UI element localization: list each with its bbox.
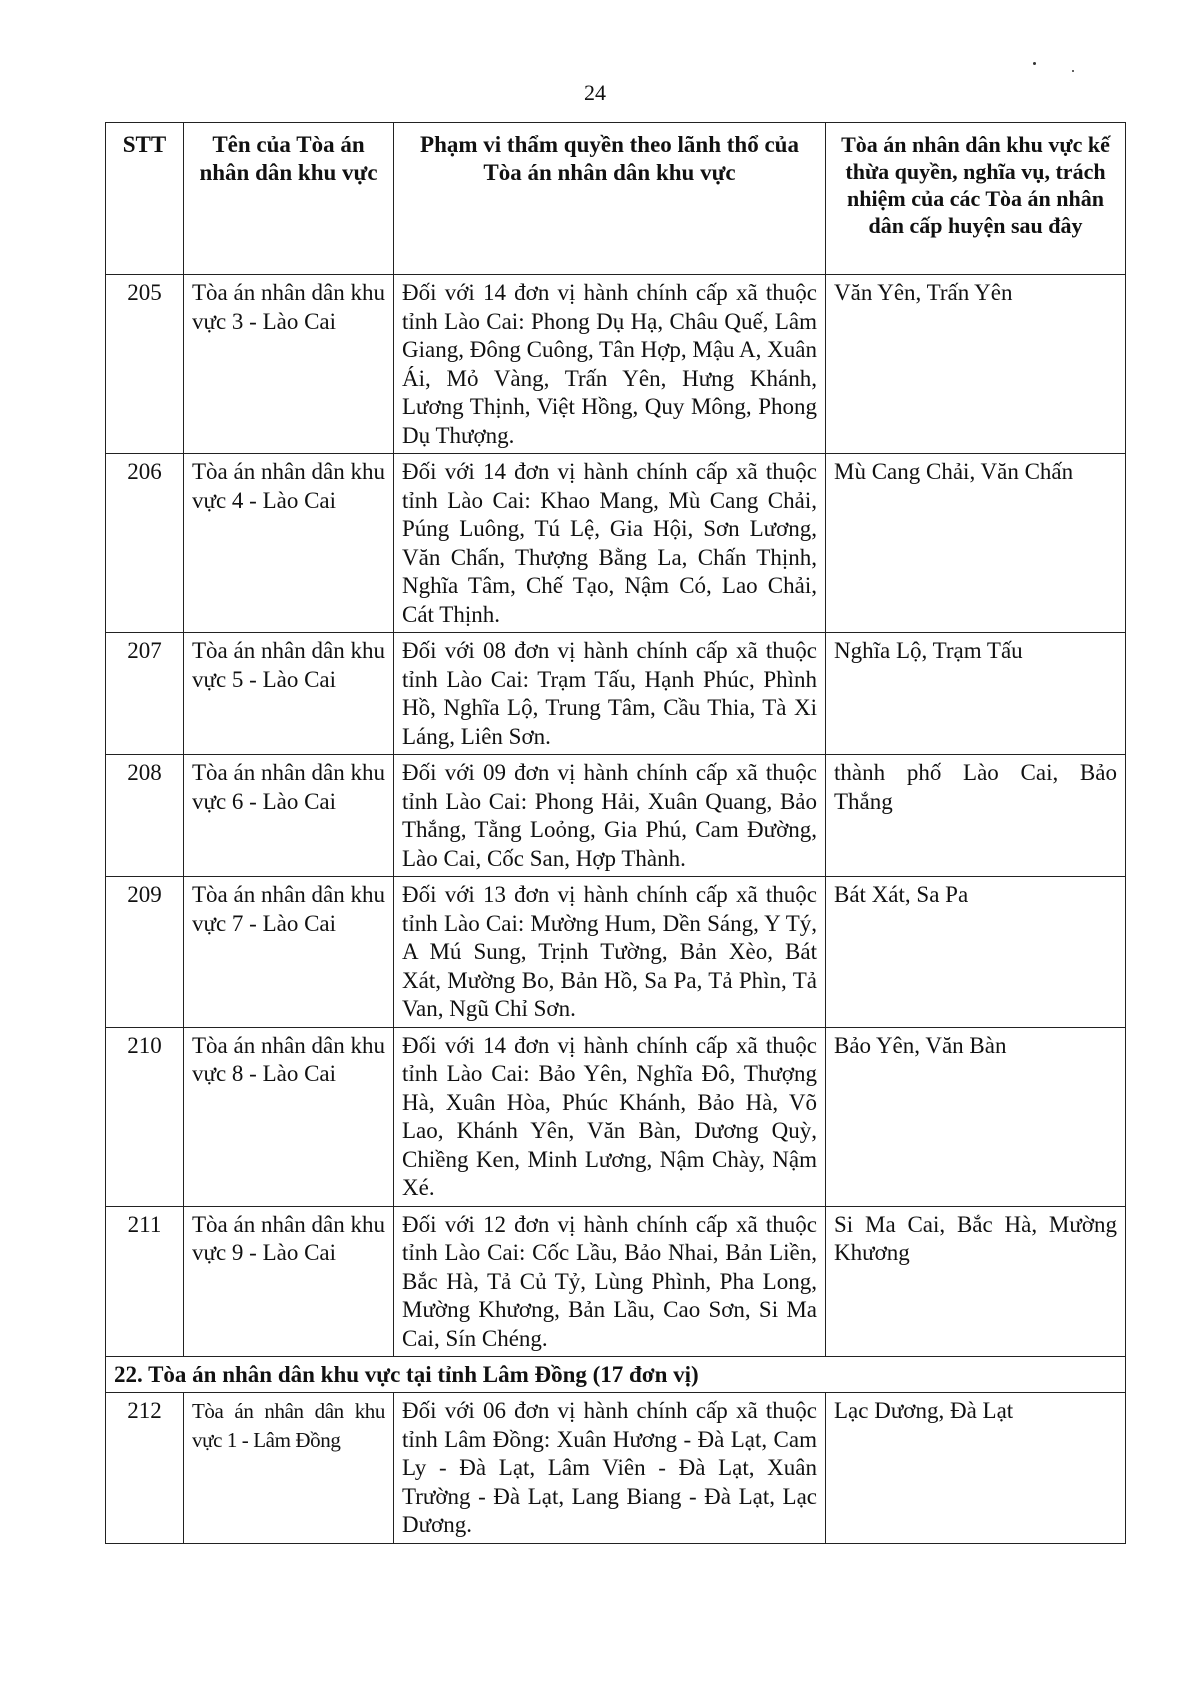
row-scope: Đối với 09 đơn vị hành chính cấp xã thuộc tỉnh Lào Cai: Phong Hải, Xuân Quang, Bảo Thắng, Tằng Loỏng, Gia Phú, Cam Đường, Lào Cai, Cốc San, Hợp Thành. [394, 755, 826, 877]
table-row [106, 1393, 1126, 1544]
header-stt: STT [106, 123, 184, 275]
table-row [106, 877, 1126, 1028]
table-row [106, 1027, 1126, 1206]
section-title: 22. Tòa án nhân dân khu vực tại tỉnh Lâm Đồng (17 đơn vị) [106, 1357, 1126, 1393]
court-table [105, 122, 1126, 1544]
row-successor: Nghĩa Lộ, Trạm Tấu [826, 633, 1126, 755]
row-scope: Đối với 06 đơn vị hành chính cấp xã thuộc tỉnh Lâm Đồng: Xuân Hương - Đà Lạt, Cam Ly - Đà Lạt, Lâm Viên - Đà Lạt, Xuân Trường - Đà Lạt, Lang Biang - Đà Lạt, Lạc Dương. [394, 1393, 826, 1544]
row-successor: Bát Xát, Sa Pa [826, 877, 1126, 1028]
table-row [106, 275, 1126, 454]
row-stt: 212 [106, 1393, 184, 1544]
table-row [106, 755, 1126, 877]
row-scope: Đối với 14 đơn vị hành chính cấp xã thuộc tỉnh Lào Cai: Khao Mang, Mù Cang Chải, Púng Luông, Tú Lệ, Gia Hội, Sơn Lương, Văn Chấn, Thượng Bằng La, Chấn Thịnh, Nghĩa Tâm, Chế Tạo, Nậm Có, Lao Chải, Cát Thịnh. [394, 454, 826, 633]
row-stt: 205 [106, 275, 184, 454]
table-row [106, 454, 1126, 633]
row-stt: 209 [106, 877, 184, 1028]
header-successor: Tòa án nhân dân khu vực kế thừa quyền, nghĩa vụ, trách nhiệm của các Tòa án nhân dân cấp huyện sau đây [826, 123, 1126, 275]
row-court-name: Tòa án nhân dân khu vực 4 - Lào Cai [184, 454, 394, 633]
table-header-row [106, 123, 1126, 275]
scan-speck [1072, 70, 1074, 72]
table-row [106, 633, 1126, 755]
row-court-name: Tòa án nhân dân khu vực 3 - Lào Cai [184, 275, 394, 454]
row-successor: Lạc Dương, Đà Lạt [826, 1393, 1126, 1544]
row-scope: Đối với 12 đơn vị hành chính cấp xã thuộc tỉnh Lào Cai: Cốc Lầu, Bảo Nhai, Bản Liền, Bắc Hà, Tả Củ Tỷ, Lùng Phình, Pha Long, Mường Khương, Bản Lầu, Cao Sơn, Si Ma Cai, Sín Chéng. [394, 1206, 826, 1357]
row-scope: Đối với 14 đơn vị hành chính cấp xã thuộc tỉnh Lào Cai: Phong Dụ Hạ, Châu Quế, Lâm Giang, Đông Cuông, Tân Hợp, Mậu A, Xuân Ái, Mỏ Vàng, Trấn Yên, Hưng Khánh, Lương Thịnh, Việt Hồng, Quy Mông, Phong Dụ Thượng. [394, 275, 826, 454]
header-court-name: Tên của Tòa án nhân dân khu vực [184, 123, 394, 275]
row-court-name: Tòa án nhân dân khu vực 6 - Lào Cai [184, 755, 394, 877]
row-court-name: Tòa án nhân dân khu vực 8 - Lào Cai [184, 1027, 394, 1206]
table-row [106, 1206, 1126, 1357]
header-scope: Phạm vi thẩm quyền theo lãnh thổ của Tòa án nhân dân khu vực [394, 123, 826, 275]
row-scope: Đối với 14 đơn vị hành chính cấp xã thuộc tỉnh Lào Cai: Bảo Yên, Nghĩa Đô, Thượng Hà, Xuân Hòa, Phúc Khánh, Bảo Hà, Võ Lao, Khánh Yên, Văn Bàn, Dương Quỳ, Chiềng Ken, Minh Lương, Nậm Chày, Nậm Xé. [394, 1027, 826, 1206]
row-court-name: Tòa án nhân dân khu vực 7 - Lào Cai [184, 877, 394, 1028]
row-court-name: Tòa án nhân dân khu vực 5 - Lào Cai [184, 633, 394, 755]
row-court-name: Tòa án nhân dân khu vực 9 - Lào Cai [184, 1206, 394, 1357]
scan-speck [1033, 62, 1036, 65]
row-successor: Mù Cang Chải, Văn Chấn [826, 454, 1126, 633]
page-number: 24 [584, 80, 606, 105]
row-stt: 208 [106, 755, 184, 877]
row-stt: 207 [106, 633, 184, 755]
row-stt: 206 [106, 454, 184, 633]
section-row [106, 1357, 1126, 1393]
row-successor: Văn Yên, Trấn Yên [826, 275, 1126, 454]
row-scope: Đối với 08 đơn vị hành chính cấp xã thuộc tỉnh Lào Cai: Trạm Tấu, Hạnh Phúc, Phình Hồ, Nghĩa Lộ, Trung Tâm, Cầu Thia, Tà Xi Láng, Liên Sơn. [394, 633, 826, 755]
row-scope: Đối với 13 đơn vị hành chính cấp xã thuộc tỉnh Lào Cai: Mường Hum, Dền Sáng, Y Tý, A Mú Sung, Trịnh Tường, Bản Xèo, Bát Xát, Mường Bo, Bản Hồ, Sa Pa, Tả Phìn, Tả Van, Ngũ Chỉ Sơn. [394, 877, 826, 1028]
row-successor: thành phố Lào Cai, Bảo Thắng [826, 755, 1126, 877]
row-successor: Bảo Yên, Văn Bàn [826, 1027, 1126, 1206]
row-stt: 211 [106, 1206, 184, 1357]
row-stt: 210 [106, 1027, 184, 1206]
row-court-name: Tòa án nhân dân khu vực 1 - Lâm Đồng [184, 1393, 394, 1544]
row-successor: Si Ma Cai, Bắc Hà, Mường Khương [826, 1206, 1126, 1357]
